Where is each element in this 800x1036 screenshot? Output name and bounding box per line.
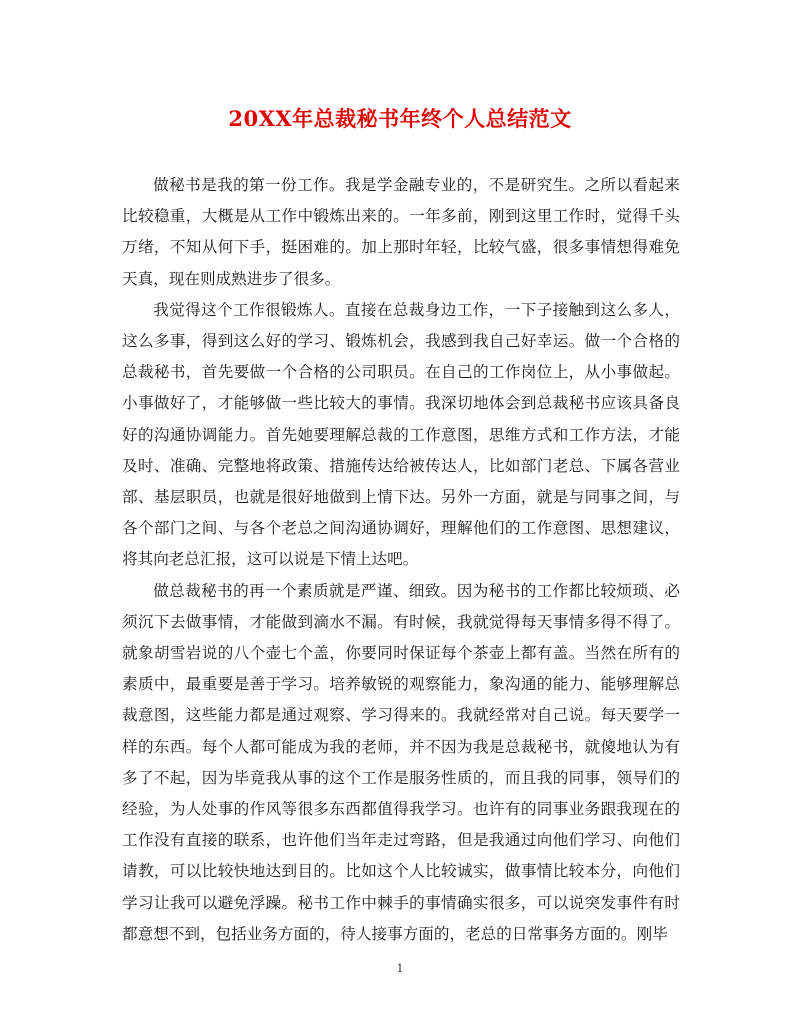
paragraph-1: 做秘书是我的第一份工作。我是学金融专业的，不是研究生。之所以看起来比较稳重，大概是从工作中锻炼出来的。一年多前，刚到这里工作时，觉得千头万绪，不知从何下手，挺困难的。加上那时年轻，比较气盛，很多事情想得难免天真，现在则成熟进步了很多。 xyxy=(122,176,680,288)
document-title: 20XX年总裁秘书年终个人总结范文 xyxy=(228,106,572,131)
paragraph-2: 我觉得这个工作很锻炼人。直接在总裁身边工作，一下子接触到这么多人，这么多事，得到这么好的学习、锻炼机会，我感到我自己好幸运。做一个合格的总裁秘书，首先要做一个合格的公司职员。在自己的工作岗位上，从小事做起。小事做好了，才能够做一些比较大的事情。我深切地体会到总裁秘书应该具备良好的沟通协调能力。首先她要理解总裁的工作意图，思维方式和工作方法，才能及时、准确、完整地将政策、措施传达给被传达人，比如部门老总、下属各营业部、基层职员，也就是很好地做到上情下达。另外一方面，就是与同事之间，与各个部门之间、与各个老总之间沟通协调好，理解他们的工作意图、思想建议，将其向老总汇报，这可以说是下情上达吧。 xyxy=(122,300,680,569)
document-body xyxy=(122,170,680,950)
page-number: 1 xyxy=(396,962,404,975)
paragraph-3: 做总裁秘书的再一个素质就是严谨、细致。因为秘书的工作都比较烦琐、必须沉下去做事情，才能做到滴水不漏。有时候，我就觉得每天事情多得不得了。就象胡雪岩说的八个壶七个盖，你要同时保证每个茶壶上都有盖。当然在所有的素质中，最重要是善于学习。培养敏锐的观察能力，象沟通的能力、能够理解总裁意图，这些能力都是通过观察、学习得来的。我就经常对自己说。每天要学一样的东西。每个人都可能成为我的老师，并不因为我是总裁秘书，就傻地认为有多了不起，因为毕竟我从事的这个工作是服务性质的，而且我的同事，领导们的经验，为人处事的作风等很多东西都值得我学习。也许有的同事业务跟我现在的工作没有直接的联系，也许他们当年走过弯路，但是我通过向他们学习、向他们请教，可以比较快地达到目的。比如这个人比较诚实，做事情比较本分，向他们学习让我可以避免浮躁。秘书工作中棘手的事情确实很多，可以说突发事件有时都意想不到，包括业务方面的，待人接事方面的，老总的日常事务方面的。刚毕 xyxy=(122,581,680,943)
